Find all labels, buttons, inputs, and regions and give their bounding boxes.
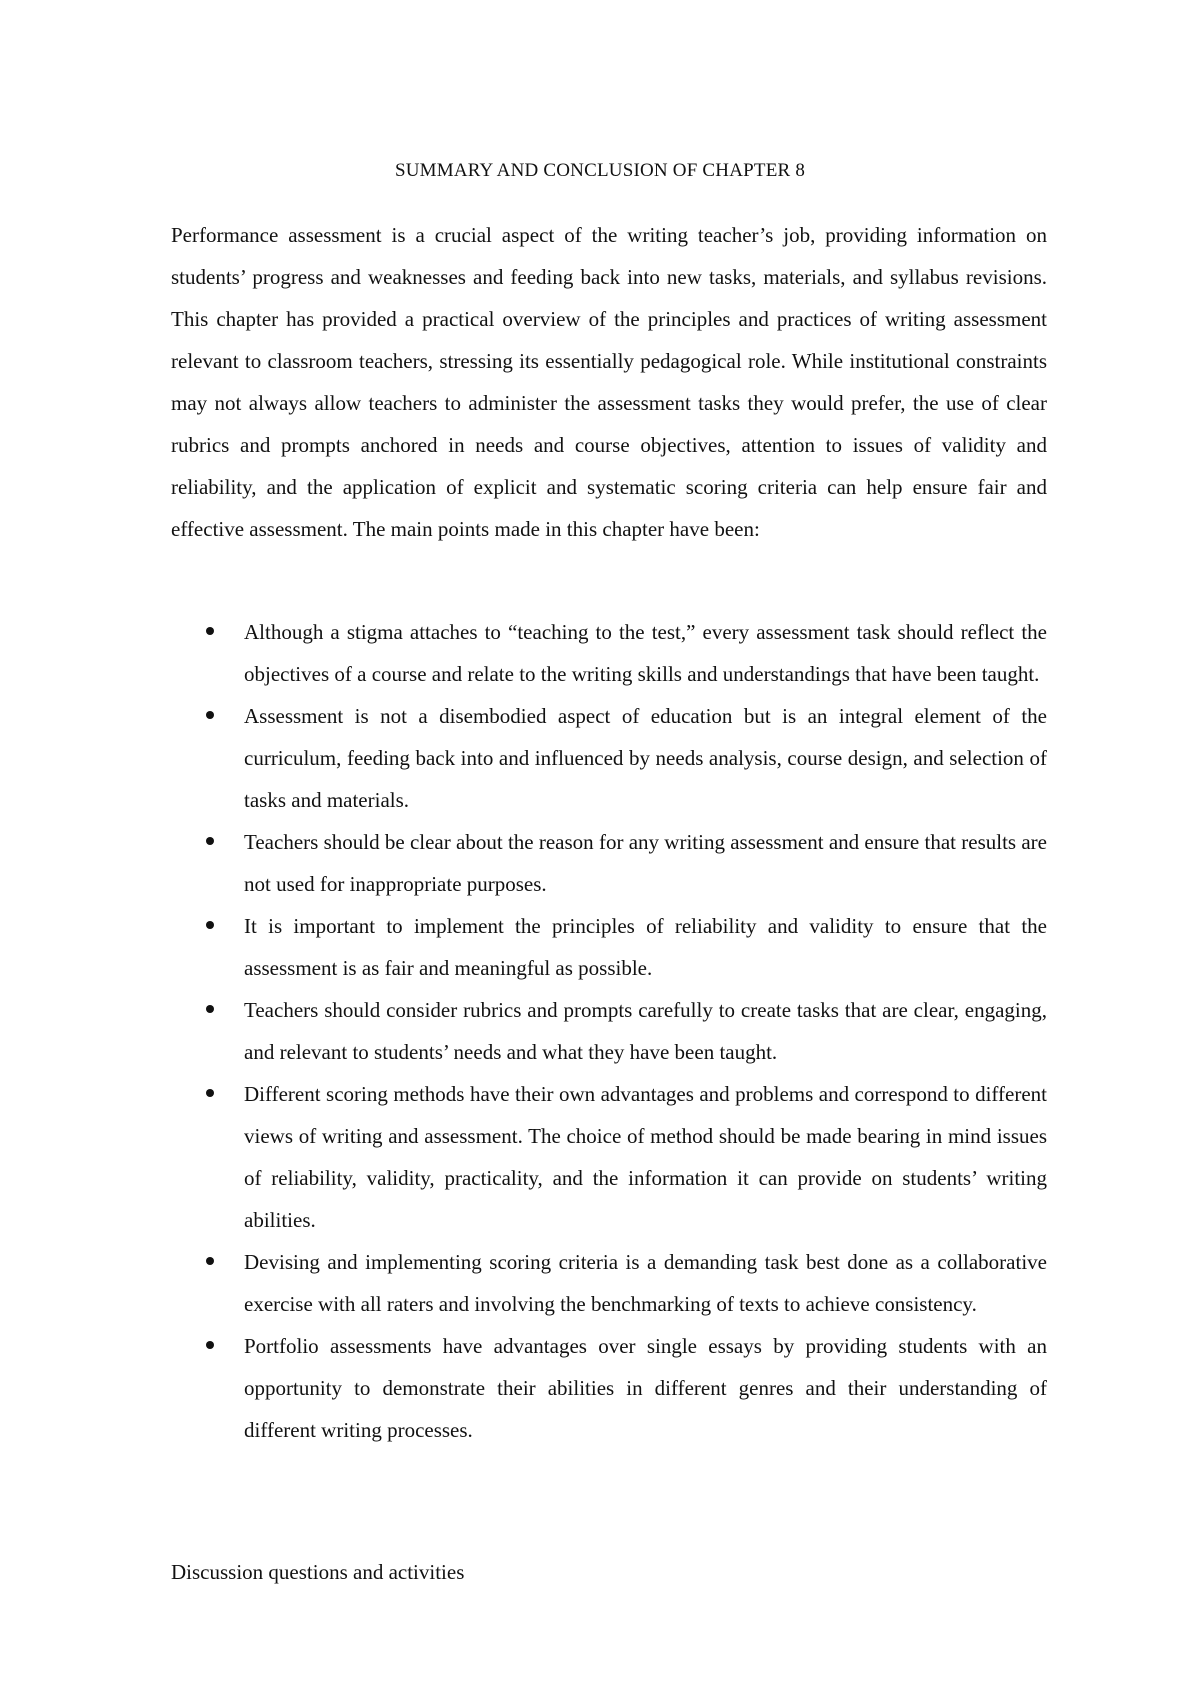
main-points-list	[171, 611, 1047, 1451]
bullet-icon	[206, 1089, 214, 1097]
list-item	[171, 1241, 1047, 1325]
list-item	[171, 1073, 1047, 1241]
page-title: SUMMARY AND CONCLUSION OF CHAPTER 8	[394, 160, 806, 181]
list-item-text: Although a stigma attaches to “teaching to the test,” every assessment task should reflect the objectives of a course and relate to the writing skills and understandings that have been taught.	[244, 620, 1047, 686]
list-item	[171, 905, 1047, 989]
list-item-text: Assessment is not a disembodied aspect of education but is an integral element of the curriculum, feeding back into and influenced by needs analysis, course design, and selection of tasks and materials.	[244, 704, 1047, 812]
bullet-icon	[206, 1257, 214, 1265]
list-item	[171, 695, 1047, 821]
discussion-heading: Discussion questions and activities	[171, 1560, 465, 1584]
list-item-text: Different scoring methods have their own advantages and problems and correspond to different views of writing and assessment. The choice of method should be made bearing in mind issues of reliability, validity, practicality, and the information it can provide on students’ writing abilities.	[244, 1082, 1047, 1232]
bullet-icon	[206, 1005, 214, 1013]
list-item-text: Devising and implementing scoring criteria is a demanding task best done as a collaborative exercise with all raters and involving the benchmarking of texts to achieve consistency.	[244, 1250, 1047, 1316]
list-item-text: Teachers should be clear about the reason for any writing assessment and ensure that results are not used for inappropriate purposes.	[244, 830, 1047, 896]
list-item-text: It is important to implement the principles of reliability and validity to ensure that the assessment is as fair and meaningful as possible.	[244, 914, 1047, 980]
list-item	[171, 611, 1047, 695]
intro-paragraph: Performance assessment is a crucial aspect of the writing teacher’s job, providing information on students’ progress and weaknesses and feeding back into new tasks, materials, and syllabus revisions. This chapter has provided a practical overview of the principles and practices of writing assessment relevant to classroom teachers, stressing its essentially pedagogical role. While institutional constraints may not always allow teachers to administer the assessment tasks they would prefer, the use of clear rubrics and prompts anchored in needs and course objectives, attention to issues of validity and reliability, and the application of explicit and systematic scoring criteria can help ensure fair and effective assessment. The main points made in this chapter have been:	[171, 223, 1047, 541]
list-item	[171, 989, 1047, 1073]
bullet-icon	[206, 837, 214, 845]
bullet-icon	[206, 711, 214, 719]
bullet-icon	[206, 1341, 214, 1349]
bullet-icon	[206, 627, 214, 635]
list-item	[171, 821, 1047, 905]
list-item-text: Portfolio assessments have advantages over single essays by providing students with an opportunity to demonstrate their abilities in different genres and their understanding of different writing processes.	[244, 1334, 1047, 1442]
bullet-icon	[206, 921, 214, 929]
list-item-text: Teachers should consider rubrics and prompts carefully to create tasks that are clear, engaging, and relevant to students’ needs and what they have been taught.	[244, 998, 1047, 1064]
list-item	[171, 1325, 1047, 1451]
